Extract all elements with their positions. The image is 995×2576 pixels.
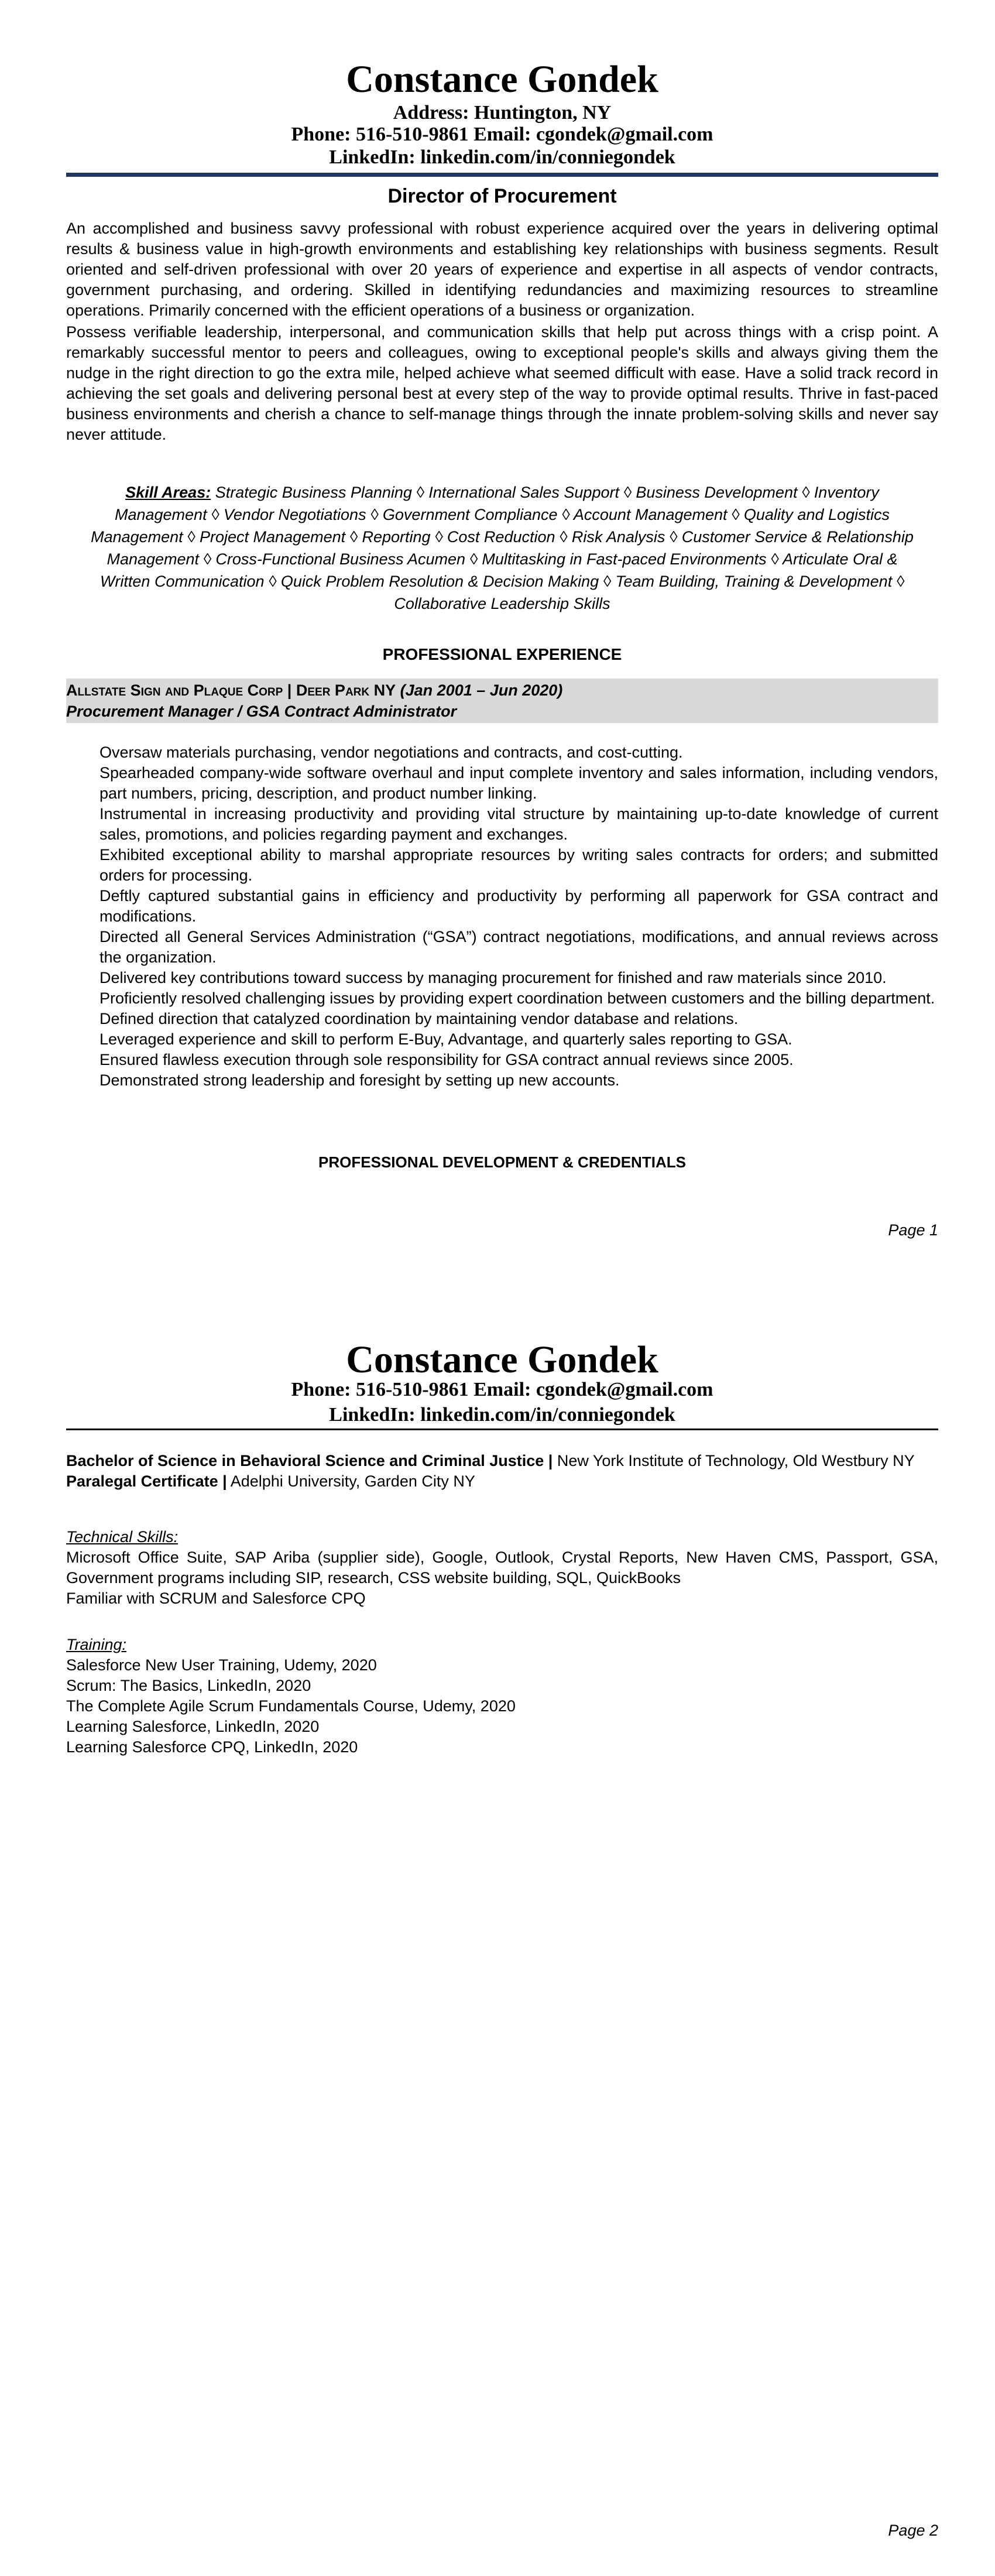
technical-skills-line: Familiar with SCRUM and Salesforce CPQ	[66, 1590, 366, 1607]
job-bullets	[100, 742, 938, 1091]
education-item	[66, 1451, 938, 1471]
degree: Paralegal Certificate |	[66, 1472, 227, 1490]
page-number: Page 1	[888, 1221, 938, 1239]
summary-paragraph: An accomplished and business savvy professional with robust experience acquired over the years in delivering optimal results & business value in high-growth environments and establishing key relationships with business segments. Result oriented and self-driven professional with over 20 years of experience and expertise in all aspects of vendor contracts, government purchasing, and ordering. Skilled in identifying redundancies and maximizing resources to streamline operations. Primarily concerned with the efficient operations of a business or organization.	[66, 220, 938, 319]
job-header	[66, 679, 938, 723]
bullet-item: Deftly captured substantial gains in efficiency and productivity by performing all paperwork for GSA contract and modifications.	[100, 887, 938, 925]
training-item: Learning Salesforce CPQ, LinkedIn, 2020	[66, 1738, 358, 1756]
training-item: The Complete Agile Scrum Fundamentals Course, Udemy, 2020	[66, 1697, 516, 1715]
bullet-item: Ensured flawless execution through sole responsibility for GSA contract annual reviews since 2005.	[100, 1051, 794, 1068]
degree: Bachelor of Science in Behavioral Science and Criminal Justice |	[66, 1452, 553, 1469]
phone-email: Phone: 516-510-9861 Email: cgondek@gmail.com	[291, 1379, 713, 1400]
linkedin: LinkedIn: linkedin.com/in/conniegondek	[329, 1404, 675, 1426]
training-label: Training:	[66, 1636, 127, 1653]
education-item	[66, 1471, 938, 1492]
education	[66, 1451, 938, 1492]
school: Adelphi University, Garden City NY	[227, 1472, 475, 1490]
phone-email: Phone: 516-510-9861 Email: cgondek@gmail.com	[291, 124, 713, 145]
training	[66, 1635, 938, 1758]
bullet-item: Delivered key contributions toward success by managing procurement for finished and raw materials since 2010.	[100, 969, 887, 986]
credentials-heading: PROFESSIONAL DEVELOPMENT & CREDENTIALS	[318, 1153, 686, 1171]
address: Address: Huntington, NY	[393, 102, 612, 124]
summary-paragraph: Possess verifiable leadership, interpersonal, and communication skills that help put across things with a crisp point. A remarkably successful mentor to peers and colleagues, owing to exceptional people's skills and always giving them the nudge in the right direction to go the extra mile, helped achieve what seemed difficult with ease. Have a solid track record in achieving the set goals and delivering personal best at every step of the way to provide optimal results. Thrive in fast-paced business environments and cherish a chance to self-manage things through the innate problem-solving skills and never say never attitude.	[66, 323, 938, 443]
job-role: Procurement Manager / GSA Contract Administrator	[66, 703, 457, 720]
summary	[66, 218, 938, 446]
bullet-item: Directed all General Services Administration (“GSA”) contract negotiations, modifications, and annual reviews across the organization.	[100, 928, 938, 966]
training-item: Scrum: The Basics, LinkedIn, 2020	[66, 1677, 311, 1694]
training-item: Learning Salesforce, LinkedIn, 2020	[66, 1718, 320, 1735]
company: Allstate Sign and Plaque Corp | Deer Park NY	[66, 681, 396, 699]
job-dates: (Jan 2001 – Jun 2020)	[400, 681, 563, 699]
bullet-item: Exhibited exceptional ability to marshal appropriate resources by writing sales contracts for orders; and submitted orders for processing.	[100, 846, 938, 884]
technical-skills-line: Microsoft Office Suite, SAP Ariba (supplier side), Google, Outlook, Crystal Reports, New Haven CMS, Passport, GSA, Government programs including SIP, research, CSS website building, SQL, QuickBooks	[66, 1549, 938, 1587]
bullet-item: Proficiently resolved challenging issues by providing expert coordination between customers and the billing department.	[100, 989, 935, 1007]
bullet-item: Oversaw materials purchasing, vendor negotiations and contracts, and cost-cutting.	[100, 744, 683, 761]
bullet-item: Leveraged experience and skill to perform E-Buy, Advantage, and quarterly sales reporting to GSA.	[100, 1030, 792, 1048]
linkedin: LinkedIn: linkedin.com/in/conniegondek	[329, 146, 675, 168]
skill-areas-list: Strategic Business Planning ◊ International Sales Support ◊ Business Development ◊ Inventory Management ◊ Vendor Negotiations ◊ Government Compliance ◊ Account Management ◊ Quality and Logistics Management ◊ Project Management ◊ Reporting ◊ Cost Reduction ◊ Risk Analysis ◊ Customer Service & Relationship Management ◊ Cross-Functional Business Acumen ◊ Multitasking in Fast-paced Environments ◊ Articulate Oral & Written Communication ◊ Quick Problem Resolution & Decision Making ◊ Team Building, Training & Development ◊ Collaborative Leadership Skills	[91, 484, 914, 612]
training-item: Salesforce New User Training, Udemy, 2020	[66, 1656, 377, 1674]
skill-areas-label: Skill Areas:	[125, 484, 211, 501]
school: New York Institute of Technology, Old Westbury NY	[553, 1452, 915, 1469]
technical-skills	[66, 1527, 938, 1609]
bullet-item: Spearheaded company-wide software overhaul and input complete inventory and sales information, including vendors, part numbers, pricing, description, and product number linking.	[100, 764, 938, 802]
bullet-item: Instrumental in increasing productivity and providing vital structure by maintaining up-to-date knowledge of current sales, promotions, and policies regarding payment and exchanges.	[100, 805, 938, 843]
skill-areas	[66, 481, 938, 615]
candidate-name: Constance Gondek	[346, 1338, 658, 1381]
technical-skills-label: Technical Skills:	[66, 1528, 179, 1546]
job-title: Director of Procurement	[387, 185, 617, 207]
page-number: Page 2	[888, 2522, 938, 2539]
header-divider	[66, 1429, 938, 1430]
header-divider	[66, 173, 938, 177]
bullet-item: Defined direction that catalyzed coordination by maintaining vendor database and relations.	[100, 1010, 739, 1027]
experience-heading: PROFESSIONAL EXPERIENCE	[382, 645, 622, 663]
bullet-item: Demonstrated strong leadership and foresight by setting up new accounts.	[100, 1071, 620, 1089]
candidate-name: Constance Gondek	[346, 58, 658, 101]
